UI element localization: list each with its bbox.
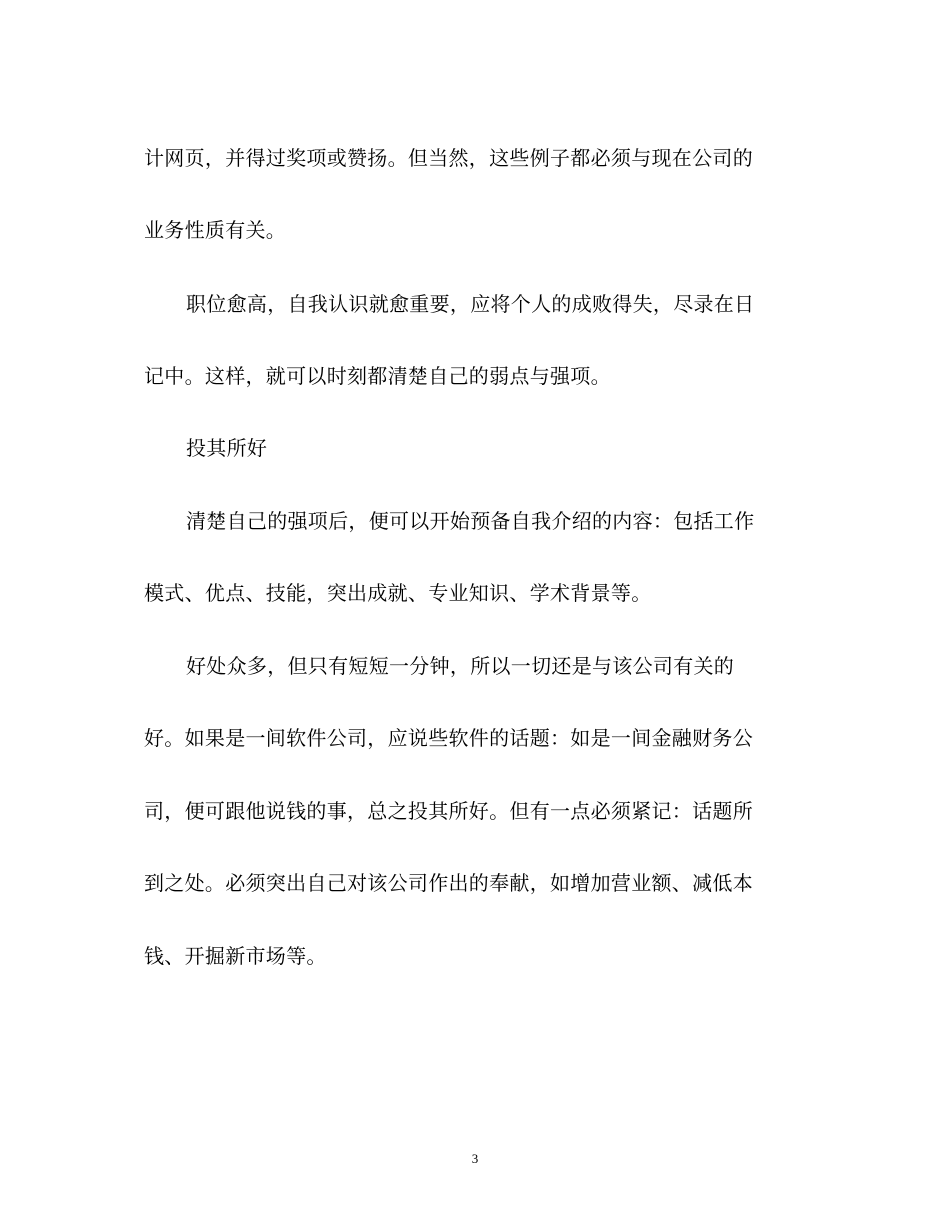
paragraph-4-line-4: 到之处。必须突出自己对该公司作出的奉献，如增加营业额、减低本 [144, 871, 753, 895]
section-heading: 投其所好 [186, 436, 268, 460]
paragraph-1-line-2: 业务性质有关。 [144, 218, 287, 242]
paragraph-3-line-2: 模式、优点、技能，突出成就、专业知识、学术背景等。 [144, 581, 652, 605]
paragraph-3-line-1: 清楚自己的强项后，便可以开始预备自我介绍的内容：包括工作 [186, 509, 755, 533]
paragraph-2-line-1: 职位愈高，自我认识就愈重要，应将个人的成败得失，尽录在日 [186, 292, 755, 316]
paragraph-4-line-1: 好处众多，但只有短短一分钟，所以一切还是与该公司有关的 [186, 654, 735, 678]
paragraph-4-line-2: 好。如果是一间软件公司，应说些软件的话题：如是一间金融财务公 [144, 726, 753, 750]
paragraph-4-line-5: 钱、开掘新市场等。 [144, 944, 327, 968]
page-number: 3 [471, 1151, 479, 1166]
paragraph-2-line-2: 记中。这样，就可以时刻都清楚自己的弱点与强项。 [144, 364, 611, 388]
paragraph-1-line-1: 计网页，并得过奖项或赞扬。但当然，这些例子都必须与现在公司的 [144, 146, 753, 170]
paragraph-4-line-3: 司，便可跟他说钱的事，总之投其所好。但有一点必须紧记：话题所 [144, 799, 753, 823]
